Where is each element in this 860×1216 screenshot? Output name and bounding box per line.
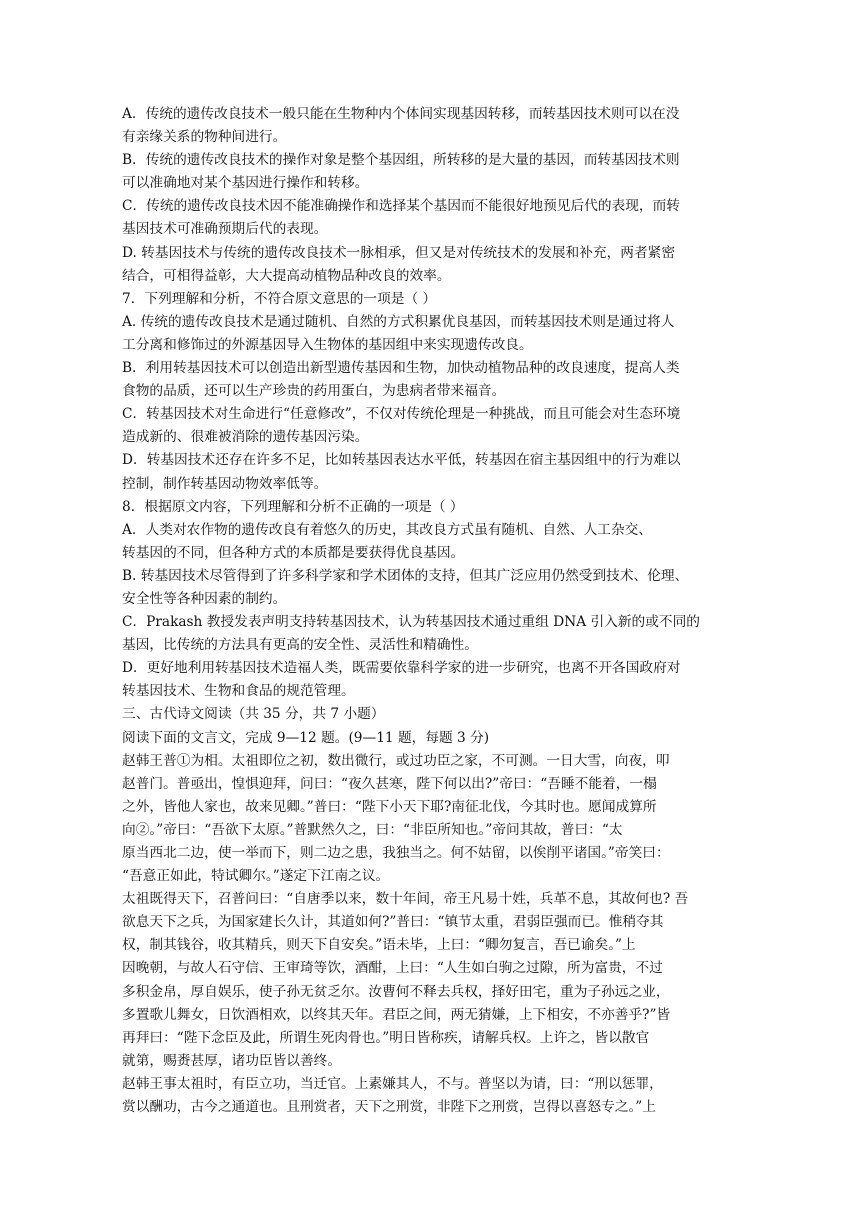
- text-line: 赵普门。普亟出，惶惧迎拜，问曰：“夜久甚寒，陛下何以出?”帝曰：“吾睡不能着，一榻: [122, 775, 657, 792]
- text-line: 基因技术可准确预期后代的表现。: [122, 221, 328, 238]
- text-line: D．更好地利用转基因技术造福人类，既需要依靠科学家的进一步研究，也离不开各国政府对: [122, 660, 681, 677]
- text-line: 多置歌儿舞女，日饮酒相欢，以终其天年。君臣之间，两无猜嫌，上下相安，不亦善乎?”皆: [122, 1006, 671, 1023]
- text-line: D．转基因技术还存在许多不足，比如转基因表达水平低，转基因在宿主基因组中的行为难以: [122, 452, 681, 469]
- text-line: 欲息天下之兵，为国家建长久计，其道如何?”普曰：“镇节太重，君弱臣强而已。惟稍夺其: [122, 914, 664, 931]
- text-line: 三、古代诗文阅读（共 35 分，共 7 小题）: [122, 706, 385, 723]
- text-line: A．传统的遗传改良技术一般只能在生物种内个体间实现基因转移，而转基因技术则可以在没: [122, 106, 680, 122]
- text-line: B．传统的遗传改良技术的操作对象是整个基因组，所转移的是大量的基因，而转基因技术则: [122, 152, 680, 169]
- text-line: 转基因的不同，但各种方式的本质都是要获得优良基因。: [122, 544, 465, 561]
- text-line: 向②。”帝曰：“吾欲下太原。”普默然久之，曰：“非臣所知也。”帝问其故，普曰：“太: [122, 821, 623, 838]
- text-line: 工分离和修饰过的外源基因导入生物体的基因组中来实现遗传改良。: [122, 336, 533, 353]
- document-page: [122, 103, 740, 1119]
- text-line: 多积金帛，厚自娱乐，使子孙无贫乏尔。汝曹何不释去兵权，择好田宅，重为子孙远之业，: [122, 983, 670, 1000]
- text-line: C．传统的遗传改良技术因不能准确操作和选择某个基因而不能很好地预见后代的表现，而转: [122, 198, 680, 215]
- text-line: B．利用转基因技术可以创造出新型遗传基因和生物，加快动植物品种的改良速度，提高人类: [122, 360, 680, 377]
- text-line: 原当西北二边，使一举而下，则二边之患，我独当之。何不姑留，以俟削平诸国。”帝笑曰：: [122, 845, 670, 861]
- text-line: 权，制其钱谷，收其精兵，则天下自安矣。”语未毕，上曰：“卿勿复言，吾已谕矣。”上: [122, 937, 636, 954]
- text-line: 食物的品质，还可以生产珍贵的药用蛋白，为患病者带来福音。: [122, 383, 506, 400]
- text-line: 太祖既得天下，召普问曰：“自唐季以来，数十年间，帝王凡易十姓，兵革不息，其故何也? 吾: [122, 891, 689, 908]
- text-line: 结合，可相得益彰，大大提高动植物品种改良的效率。: [122, 267, 451, 284]
- text-line: 转基因技术、生物和食品的规范管理。: [122, 683, 355, 700]
- text-line: 因晚朝，与故人石守信、王审琦等饮，酒酣，上曰：“人生如白驹之过隙，所为富贵，不过: [122, 960, 663, 977]
- text-line: 控制，制作转基因动物效率低等。: [122, 475, 328, 492]
- text-line: 就第，赐赉甚厚，诸功臣皆以善终。: [122, 1052, 342, 1069]
- text-line: B. 转基因技术尽管得到了许多科学家和学术团体的支持，但其广泛应用仍然受到技术、伦理、: [122, 567, 689, 584]
- text-line: A. 传统的遗传改良技术是通过随机、自然的方式积累优良基因，而转基因技术则是通过将人: [122, 313, 675, 330]
- text-line: 基因，比传统的方法具有更高的安全性、灵活性和精确性。: [122, 637, 478, 654]
- text-line: “吾意正如此，特试卿尔。”遂定下江南之议。: [122, 868, 390, 885]
- text-line: C．转基因技术对生命进行“任意修改”，不仅对传统伦理是一种挑战，而且可能会对生态环境: [122, 406, 681, 423]
- text-line: A．人类对农作物的遗传改良有着悠久的历史，其改良方式虽有随机、自然、人工杂交、: [122, 521, 653, 538]
- text-line: 之外，皆他人家也，故来见卿。”普曰：“陛下小天下耶?南征北伐，今其时也。愿闻成算所: [122, 798, 657, 815]
- text-line: 7．下列理解和分析，不符合原文意思的一项是（ ）: [122, 290, 437, 307]
- text-line: D. 转基因技术与传统的遗传改良技术一脉相承，但又是对传统技术的发展和补充，两者紧密: [122, 244, 676, 261]
- text-line: 再拜曰：“陛下念臣及此，所谓生死肉骨也。”明日皆称疾，请解兵权。上许之，皆以散官: [122, 1029, 650, 1046]
- text-line: 赵韩王普①为相。太祖即位之初，数出微行，或过功臣之家，不可测。一日大雪，向夜，叩: [122, 752, 670, 769]
- text-line: C．Prakash 教授发表声明支持转基因技术，认为转基因技术通过重组 DNA 引入新的或不同的: [122, 614, 700, 631]
- text-line: 可以准确地对某个基因进行操作和转移。: [122, 175, 369, 192]
- text-line: 造成新的、很难被消除的遗传基因污染。: [122, 429, 369, 446]
- text-line: 阅读下面的文言文，完成 9—12 题。(9—11 题，每题 3 分): [122, 729, 490, 746]
- text-line: 赵韩王事太祖时，有臣立功，当迁官。上素嫌其人，不与。普坚以为请，曰：“刑以惩罪，: [122, 1075, 663, 1092]
- text-line: 安全性等各种因素的制约。: [122, 590, 287, 607]
- text-line: 8．根据原文内容，下列理解和分析不正确的一项是（ ）: [122, 498, 464, 515]
- text-line: 有亲缘关系的物种间进行。: [122, 129, 287, 146]
- text-line: 赏以酬功，古今之通道也。且刑赏者，天下之刑赏，非陛下之刑赏，岂得以喜怒专之。”上: [122, 1099, 656, 1116]
